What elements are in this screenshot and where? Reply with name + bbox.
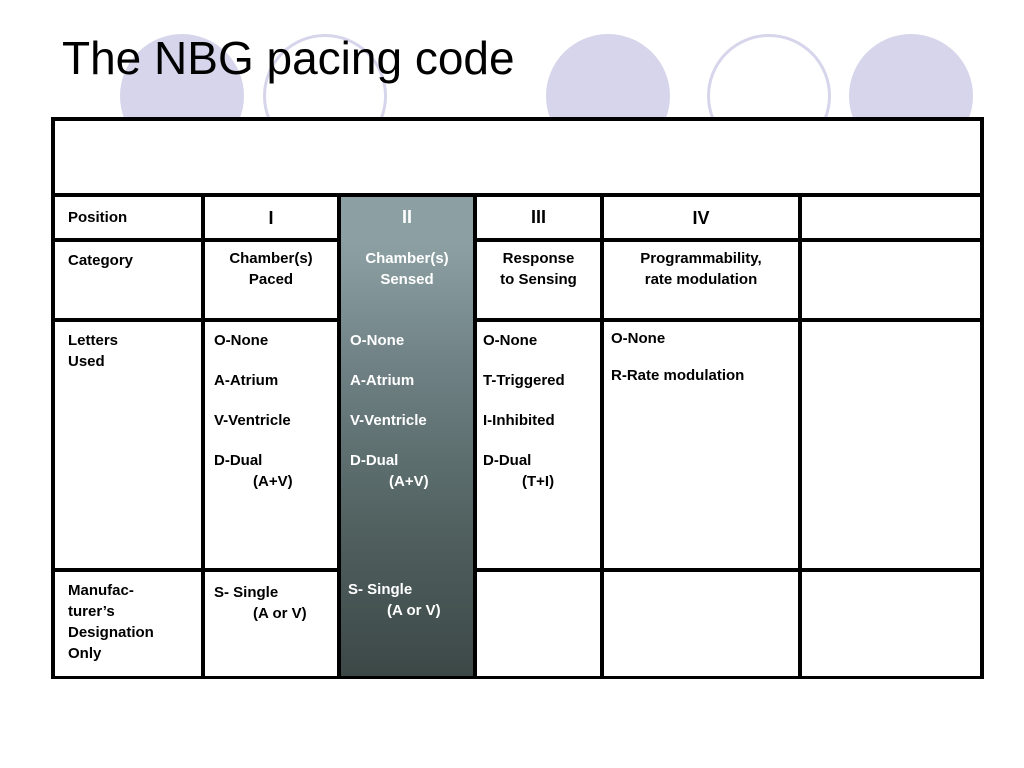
manufacturer-cell-iii [477, 572, 600, 676]
letter-code: O-None [214, 332, 269, 349]
letter-code: D-Dual [483, 452, 532, 469]
row-label-text: Used [68, 353, 105, 370]
manufacturer-cell-iv [604, 572, 798, 676]
row-label-text: Letters [68, 332, 119, 349]
designation-code: S- Single [348, 581, 413, 598]
row-label-text: Designation [68, 624, 154, 641]
row-label-text: turer’s [68, 603, 115, 620]
row-label-text: Manufac- [68, 582, 134, 599]
letter-code: O-None [611, 330, 666, 347]
category-cell-iii [477, 242, 600, 318]
category-text: Chamber(s) [365, 250, 449, 267]
manufacturer-cell-ii [341, 572, 473, 676]
category-text: Paced [248, 271, 294, 288]
letter-code: I-Inhibited [483, 412, 555, 429]
category-cell-v [802, 242, 980, 318]
row-label-category: Category [55, 242, 201, 318]
letter-code: O-None [483, 332, 538, 349]
manufacturer-cell-v [802, 572, 980, 676]
letter-code-detail: (A+V) [389, 473, 429, 490]
category-text: Chamber(s) [229, 250, 313, 267]
letters-cell-v [802, 322, 980, 568]
letter-code: D-Dual [350, 452, 399, 469]
letter-code-detail: (A+V) [253, 473, 293, 490]
row-label-text: Only [68, 645, 102, 662]
designation-detail: (A or V) [387, 602, 441, 619]
letters-cell-iv [604, 322, 798, 568]
row-label-position: Position [55, 197, 201, 238]
category-text: to Sensing [500, 271, 577, 288]
row-label-manufacturer [55, 572, 201, 676]
category-text: Response [502, 250, 575, 267]
row-label-letters-used [55, 322, 201, 568]
category-text: Sensed [380, 271, 434, 288]
letter-code-detail: (T+I) [522, 473, 555, 490]
letter-code: O-None [350, 332, 405, 349]
letter-code: A-Atrium [214, 372, 279, 389]
column-header-ii: II [401, 207, 412, 227]
category-text: Programmability, [640, 250, 762, 267]
letter-code: R-Rate modulation [611, 367, 745, 384]
letter-code: D-Dual [214, 452, 263, 469]
category-cell-iv [604, 242, 798, 318]
column-header-i: I [205, 197, 337, 238]
letter-code: V-Ventricle [350, 412, 427, 429]
letters-cell-iii [477, 322, 600, 568]
letter-code: T-Triggered [483, 372, 565, 389]
column-header-iv: IV [604, 197, 798, 238]
table-header-empty [55, 121, 980, 193]
category-cell-ii [341, 242, 473, 318]
letter-code: V-Ventricle [214, 412, 291, 429]
designation-code: S- Single [214, 584, 279, 601]
slide-title: The NBG pacing code [62, 32, 515, 84]
letter-code: A-Atrium [350, 372, 415, 389]
nbg-code-table [51, 117, 984, 679]
manufacturer-cell-i [205, 572, 337, 676]
letters-cell-i [205, 322, 337, 568]
designation-detail: (A or V) [253, 605, 307, 622]
category-text: rate modulation [644, 271, 758, 288]
column-header-iii: III [477, 197, 600, 238]
category-cell-i [205, 242, 337, 318]
letters-cell-ii [341, 322, 473, 568]
column-header-v [802, 197, 980, 238]
